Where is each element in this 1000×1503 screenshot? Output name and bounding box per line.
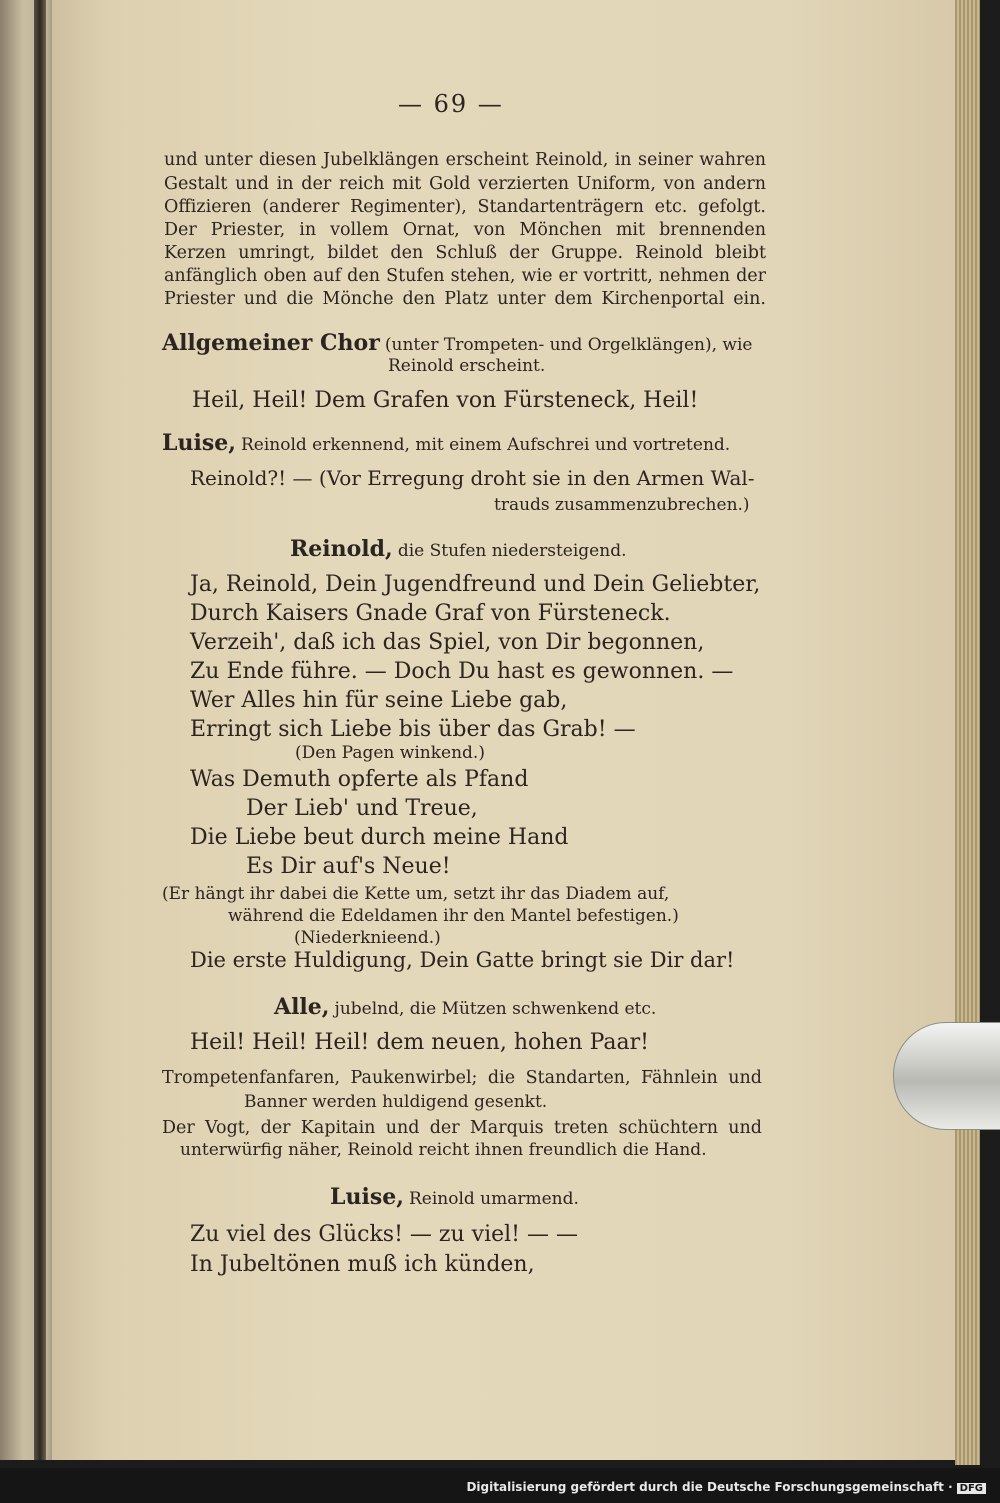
speaker-name: Luise, <box>162 430 236 456</box>
prose-line: Der Priester, in vollem Ornat, von Mönchen mit brennenden <box>164 220 766 240</box>
sung-line: Die erste Huldigung, Dein Gatte bringt sie Dir dar! <box>190 948 735 972</box>
stage-direction: die Stufen niedersteigend. <box>397 541 627 561</box>
alle-heading <box>274 994 656 1020</box>
speaker-name: Luise, <box>330 1184 404 1210</box>
stage-direction: Reinold umarmend. <box>408 1189 579 1209</box>
reinold-heading <box>290 536 626 562</box>
stage-direction: jubelnd, die Mützen schwenkend etc. <box>334 999 657 1019</box>
page-number: — 69 — <box>398 90 504 118</box>
stage-direction: (unter Trompeten- und Orgelklängen), wie <box>384 335 753 355</box>
stage-direction: (Er hängt ihr dabei die Kette um, setzt ihr das Diadem auf, <box>162 884 670 904</box>
speaker-name: Alle, <box>274 994 330 1020</box>
sung-line: Die Liebe beut durch meine Hand <box>190 825 569 850</box>
sung-line: Heil! Heil! Heil! dem neuen, hohen Paar! <box>190 1030 649 1055</box>
funding-credit-text: Digitalisierung gefördert durch die Deutsche Forschungsgemeinschaft · <box>466 1480 953 1494</box>
luise-heading <box>162 430 730 456</box>
sung-line: Erringt sich Liebe bis über das Grab! — <box>190 717 636 742</box>
sung-line: Der Lieb' und Treue, <box>246 796 478 821</box>
sung-line: Ja, Reinold, Dein Jugendfreund und Dein Geliebter, <box>190 572 761 597</box>
dfg-logo: DFG <box>957 1483 986 1494</box>
chorus-heading <box>162 330 752 356</box>
sung-line: Es Dir auf's Neue! <box>246 854 451 879</box>
stage-direction: (Den Pagen winkend.) <box>295 743 485 763</box>
speaker-name: Reinold, <box>290 536 393 562</box>
sung-line: Durch Kaisers Gnade Graf von Fürsteneck. <box>190 601 671 626</box>
prose-line: Der Vogt, der Kapitain und der Marquis treten schüchtern und <box>162 1118 762 1138</box>
sung-line: In Jubeltönen muß ich künden, <box>190 1252 535 1277</box>
prose-line: anfänglich oben auf den Stufen stehen, wie er vortritt, nehmen der <box>164 266 766 286</box>
prose-line: Offizieren (anderer Regimenter), Standartenträgern etc. gefolgt. <box>164 197 766 217</box>
stage-direction: während die Edeldamen ihr den Mantel befestigen.) <box>228 906 679 926</box>
sung-line: Heil, Heil! Dem Grafen von Fürsteneck, Heil! <box>192 388 699 413</box>
sung-line: Wer Alles hin für seine Liebe gab, <box>190 688 568 713</box>
stage-direction: Reinold erkennend, mit einem Aufschrei und vortretend. <box>240 435 731 455</box>
prose-line: Gestalt und in der reich mit Gold verzierten Uniform, von andern <box>164 174 766 194</box>
stage-direction: (Niederknieend.) <box>294 928 441 948</box>
prose-line: Priester und die Mönche den Platz unter dem Kirchenportal ein. <box>164 289 766 309</box>
prose-line: unterwürfig näher, Reinold reicht ihnen freundlich die Hand. <box>180 1140 707 1160</box>
sung-line: Verzeih', daß ich das Spiel, von Dir begonnen, <box>190 630 705 655</box>
prose-line: und unter diesen Jubelklängen erscheint Reinold, in seiner wahren <box>164 150 766 170</box>
footer-bar <box>0 1468 1000 1503</box>
sung-line: Zu viel des Glücks! — zu viel! — — <box>190 1222 578 1247</box>
sung-line: Reinold?! — (Vor Erregung droht sie in den Armen Wal- <box>190 466 755 490</box>
prose-line: Banner werden huldigend gesenkt. <box>244 1092 548 1112</box>
prose-line: Trompetenfanfaren, Paukenwirbel; die Standarten, Fähnlein und <box>162 1068 762 1088</box>
stage-direction: trauds zusammenzubrechen.) <box>494 495 750 515</box>
stage-direction: Reinold erscheint. <box>388 356 546 376</box>
speaker-name: Allgemeiner Chor <box>162 330 380 356</box>
luise-heading-2 <box>330 1184 579 1210</box>
sung-line: Was Demuth opferte als Pfand <box>190 767 529 792</box>
funding-credit <box>466 1480 986 1494</box>
prose-line: Kerzen umringt, bildet den Schluß der Gruppe. Reinold bleibt <box>164 243 766 263</box>
sung-line: Zu Ende führe. — Doch Du hast es gewonnen. — <box>190 659 734 684</box>
